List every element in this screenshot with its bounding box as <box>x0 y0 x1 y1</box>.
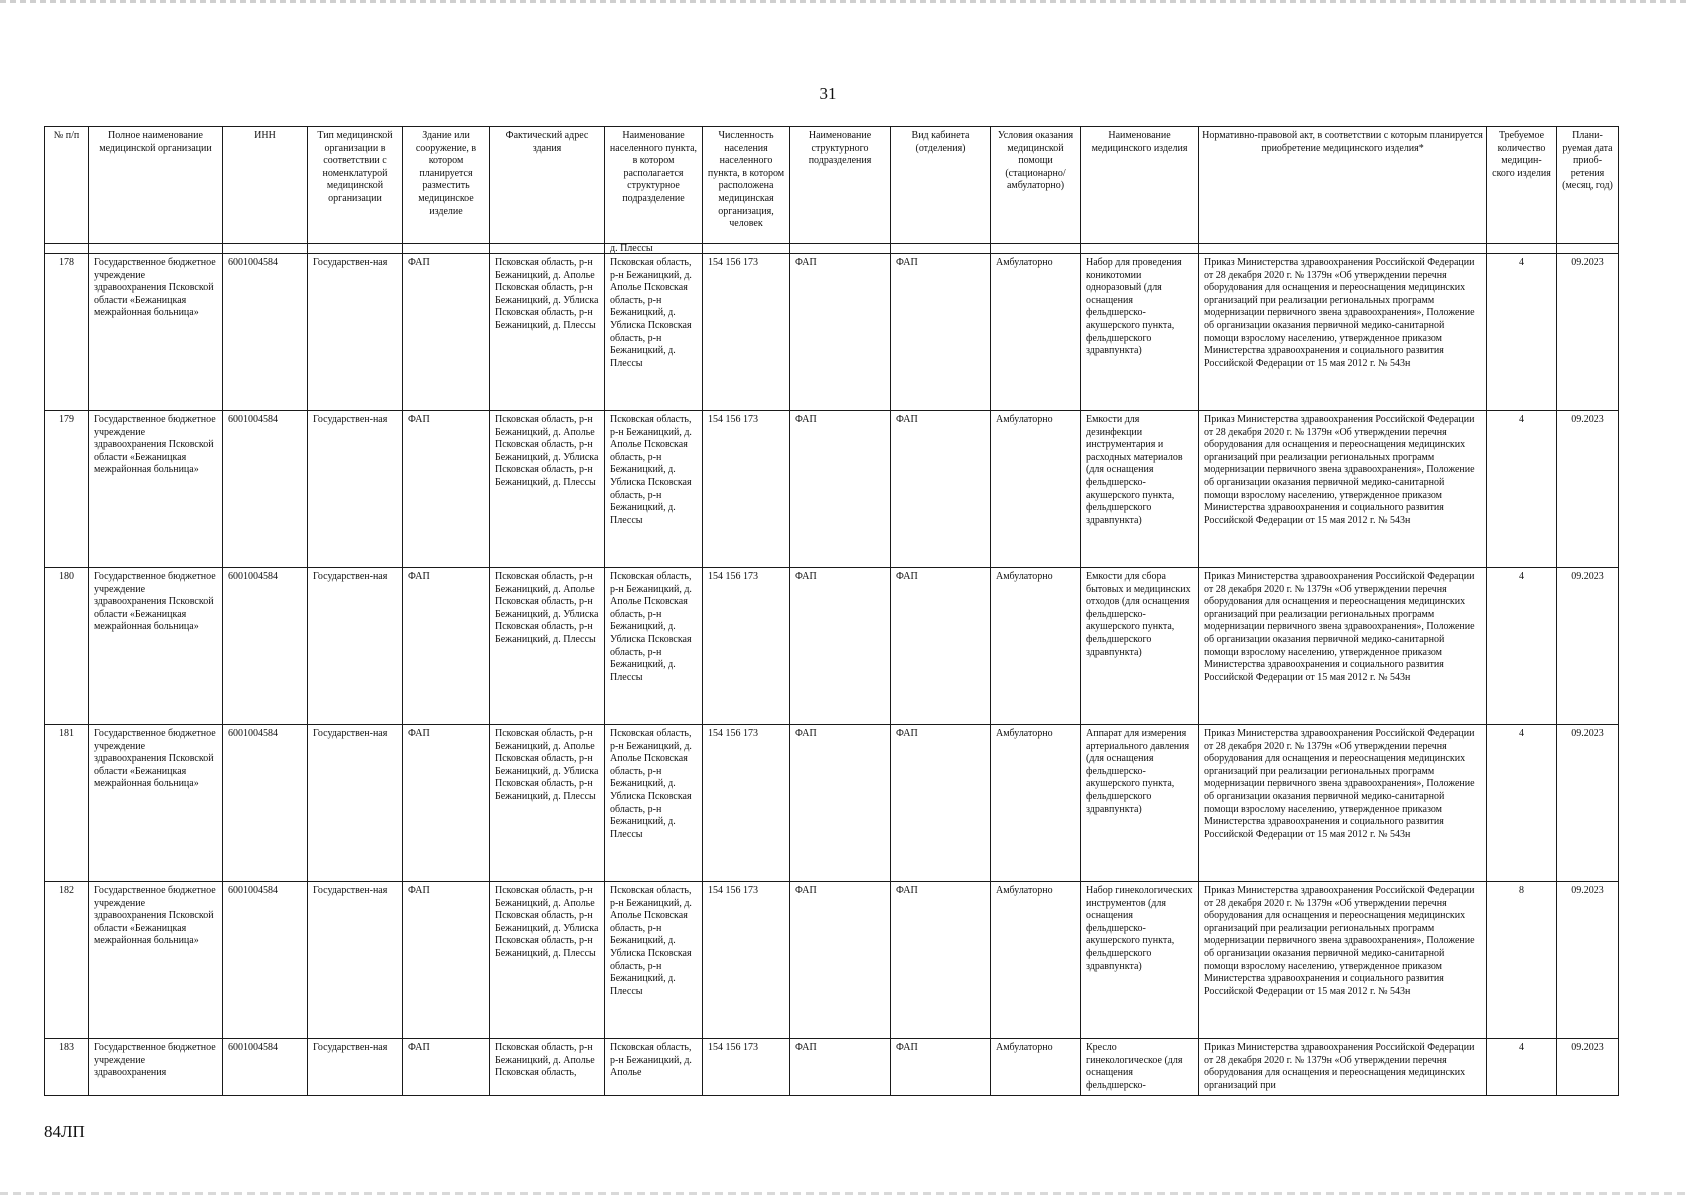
header-cell: ИНН <box>223 127 308 244</box>
care-conditions: Амбулаторно <box>991 882 1081 1039</box>
device-name: Емкости для сбора бытовых и медицинских отходов (для оснащения фельдшерско-акушерского пункта, фельдшерского здравпункта) <box>1081 568 1199 725</box>
division: ФАП <box>790 411 891 568</box>
care-conditions: Амбулаторно <box>991 254 1081 411</box>
header-cell: Фактический адрес здания <box>490 127 605 244</box>
address: Псковская область, р-н Бежаницкий, д. Аполье Псковская область, р-н Бежаницкий, д. Ублиска Псковская область, р-н Бежаницкий, д. Плессы <box>490 568 605 725</box>
org-name: Государственное бюджетное учреждение здравоохранения Псковской области «Бежаницкая межрайонная больница» <box>89 725 223 882</box>
device-name: Аппарат для измерения артериального давления (для оснащения фельдшерско-акушерского пункта, фельдшерского здравпункта) <box>1081 725 1199 882</box>
row-number: 178 <box>45 254 89 411</box>
building: ФАП <box>403 725 490 882</box>
room-type: ФАП <box>891 568 991 725</box>
org-type: Государствен-ная <box>308 411 403 568</box>
header-cell: Полное наименование медицинской организации <box>89 127 223 244</box>
page-number: 31 <box>819 84 837 103</box>
room-type: ФАП <box>891 254 991 411</box>
settlement: Псковская область, р-н Бежаницкий, д. Аполье Псковская область, р-н Бежаницкий, д. Ублиска Псковская область, р-н Бежаницкий, д. Плессы <box>605 882 703 1039</box>
room-type: ФАП <box>891 725 991 882</box>
quantity: 4 <box>1487 1039 1557 1096</box>
org-name: Государственное бюджетное учреждение здравоохранения Псковской области «Бежаницкая межрайонная больница» <box>89 568 223 725</box>
division: ФАП <box>790 568 891 725</box>
document-code: 84ЛП <box>44 1122 85 1141</box>
header-cell: Наименование структурного подразделения <box>790 127 891 244</box>
header-cell: № п/п <box>45 127 89 244</box>
table-row <box>45 254 1619 411</box>
table-row <box>45 1039 1619 1096</box>
legal-act: Приказ Министерства здравоохранения Российской Федерации от 28 декабря 2020 г. № 1379н «Об утверждении перечня оборудования для оснащения и переоснащения медицинских организаций при реализации региональных программ модернизации первичного звена здравоохранения», Положение об организации оказания первичной медико-санитарной помощи взрослому населению, утвержденное приказом Министерства здравоохранения и социального развития Российской Федерации от 15 мая 2012 г. № 543н <box>1199 882 1487 1039</box>
quantity: 8 <box>1487 882 1557 1039</box>
org-type: Государствен-ная <box>308 568 403 725</box>
header-cell: Требуемое количество медицин-ского изделия <box>1487 127 1557 244</box>
header-cell: Численность населения населенного пункта, в котором расположена медицинская организация, человек <box>703 127 790 244</box>
device-name: Набор гинекологических инструментов (для оснащения фельдшерско-акушерского пункта, фельдшерского здравпункта) <box>1081 882 1199 1039</box>
population: 154 156 173 <box>703 1039 790 1096</box>
scan-edge-top <box>0 0 1686 3</box>
room-type: ФАП <box>891 411 991 568</box>
header-row <box>45 127 1619 244</box>
population: 154 156 173 <box>703 725 790 882</box>
address: Псковская область, р-н Бежаницкий, д. Аполье Псковская область, р-н Бежаницкий, д. Ублиска Псковская область, р-н Бежаницкий, д. Плессы <box>490 254 605 411</box>
address: Псковская область, р-н Бежаницкий, д. Аполье Псковская область, <box>490 1039 605 1096</box>
header-cell: Условия оказания медицинской помощи (стационарно/ амбулаторно) <box>991 127 1081 244</box>
legal-act: Приказ Министерства здравоохранения Российской Федерации от 28 декабря 2020 г. № 1379н «Об утверждении перечня оборудования для оснащения и переоснащения медицинских организаций при реализации региональных программ модернизации первичного звена здравоохранения», Положение об организации оказания первичной медико-санитарной помощи взрослому населению, утвержденное приказом Министерства здравоохранения и социального развития Российской Федерации от 15 мая 2012 г. № 543н <box>1199 411 1487 568</box>
device-name: Кресло гинекологическое (для оснащения фельдшерско- <box>1081 1039 1199 1096</box>
table-row <box>45 411 1619 568</box>
settlement: Псковская область, р-н Бежаницкий, д. Аполье Псковская область, р-н Бежаницкий, д. Ублиска Псковская область, р-н Бежаницкий, д. Плессы <box>605 568 703 725</box>
legal-act: Приказ Министерства здравоохранения Российской Федерации от 28 декабря 2020 г. № 1379н «Об утверждении перечня оборудования для оснащения и переоснащения медицинских организаций при реализации региональных программ модернизации первичного звена здравоохранения», Положение об организации оказания первичной медико-санитарной помощи взрослому населению, утвержденное приказом Министерства здравоохранения и социального развития Российской Федерации от 15 мая 2012 г. № 543н <box>1199 568 1487 725</box>
purchase-date: 09.2023 <box>1557 725 1619 882</box>
inn: 6001004584 <box>223 882 308 1039</box>
header-cell: Наименование медицинского изделия <box>1081 127 1199 244</box>
org-type: Государствен-ная <box>308 254 403 411</box>
table-row <box>45 882 1619 1039</box>
address: Псковская область, р-н Бежаницкий, д. Аполье Псковская область, р-н Бежаницкий, д. Ублиска Псковская область, р-н Бежаницкий, д. Плессы <box>490 882 605 1039</box>
quantity: 4 <box>1487 411 1557 568</box>
building: ФАП <box>403 1039 490 1096</box>
inn: 6001004584 <box>223 254 308 411</box>
scan-edge-bottom <box>0 1192 1686 1195</box>
building: ФАП <box>403 568 490 725</box>
address: Псковская область, р-н Бежаницкий, д. Аполье Псковская область, р-н Бежаницкий, д. Ублиска Псковская область, р-н Бежаницкий, д. Плессы <box>490 725 605 882</box>
division: ФАП <box>790 1039 891 1096</box>
inn: 6001004584 <box>223 411 308 568</box>
address: Псковская область, р-н Бежаницкий, д. Аполье Псковская область, р-н Бежаницкий, д. Ублиска Псковская область, р-н Бежаницкий, д. Плессы <box>490 411 605 568</box>
row-number: 179 <box>45 411 89 568</box>
purchase-date: 09.2023 <box>1557 568 1619 725</box>
room-type: ФАП <box>891 1039 991 1096</box>
care-conditions: Амбулаторно <box>991 568 1081 725</box>
population: 154 156 173 <box>703 254 790 411</box>
inn: 6001004584 <box>223 725 308 882</box>
org-name: Государственное бюджетное учреждение здравоохранения Псковской области «Бежаницкая межрайонная больница» <box>89 254 223 411</box>
purchase-date: 09.2023 <box>1557 1039 1619 1096</box>
division: ФАП <box>790 254 891 411</box>
legal-act: Приказ Министерства здравоохранения Российской Федерации от 28 декабря 2020 г. № 1379н «Об утверждении перечня оборудования для оснащения и переоснащения медицинских организаций при <box>1199 1039 1487 1096</box>
equipment-table <box>44 126 1619 1096</box>
legal-act: Приказ Министерства здравоохранения Российской Федерации от 28 декабря 2020 г. № 1379н «Об утверждении перечня оборудования для оснащения и переоснащения медицинских организаций при реализации региональных программ модернизации первичного звена здравоохранения», Положение об организации оказания первичной медико-санитарной помощи взрослому населению, утвержденное приказом Министерства здравоохранения и социального развития Российской Федерации от 15 мая 2012 г. № 543н <box>1199 725 1487 882</box>
device-name: Емкости для дезинфекции инструментария и расходных материалов (для оснащения фельдшерско-акушерского пункта, фельдшерского здравпункта) <box>1081 411 1199 568</box>
quantity: 4 <box>1487 568 1557 725</box>
row-number: 180 <box>45 568 89 725</box>
division: ФАП <box>790 882 891 1039</box>
purchase-date: 09.2023 <box>1557 882 1619 1039</box>
population: 154 156 173 <box>703 882 790 1039</box>
purchase-date: 09.2023 <box>1557 254 1619 411</box>
purchase-date: 09.2023 <box>1557 411 1619 568</box>
org-name: Государственное бюджетное учреждение здравоохранения <box>89 1039 223 1096</box>
org-type: Государствен-ная <box>308 1039 403 1096</box>
org-name: Государственное бюджетное учреждение здравоохранения Псковской области «Бежаницкая межрайонная больница» <box>89 411 223 568</box>
settlement: Псковская область, р-н Бежаницкий, д. Аполье Псковская область, р-н Бежаницкий, д. Ублиска Псковская область, р-н Бежаницкий, д. Плессы <box>605 254 703 411</box>
org-name: Государственное бюджетное учреждение здравоохранения Псковской области «Бежаницкая межрайонная больница» <box>89 882 223 1039</box>
building: ФАП <box>403 882 490 1039</box>
header-cell: Вид кабинета (отделения) <box>891 127 991 244</box>
header-cell: Наименование населенного пункта, в котором располагается структурное подразделение <box>605 127 703 244</box>
care-conditions: Амбулаторно <box>991 725 1081 882</box>
care-conditions: Амбулаторно <box>991 411 1081 568</box>
header-cell: Нормативно-правовой акт, в соответствии с которым планируется приобретение медицинского изделия* <box>1199 127 1487 244</box>
org-type: Государствен-ная <box>308 725 403 882</box>
quantity: 4 <box>1487 725 1557 882</box>
inn: 6001004584 <box>223 568 308 725</box>
header-cell: Здание или сооружение, в котором планируется разместить медицинское изделие <box>403 127 490 244</box>
building: ФАП <box>403 411 490 568</box>
legal-act: Приказ Министерства здравоохранения Российской Федерации от 28 декабря 2020 г. № 1379н «Об утверждении перечня оборудования для оснащения и переоснащения медицинских организаций при реализации региональных программ модернизации первичного звена здравоохранения», Положение об организации оказания первичной медико-санитарной помощи взрослому населению, утвержденное приказом Министерства здравоохранения и социального развития Российской Федерации от 15 мая 2012 г. № 543н <box>1199 254 1487 411</box>
row-number: 183 <box>45 1039 89 1096</box>
settlement: Псковская область, р-н Бежаницкий, д. Аполье Псковская область, р-н Бежаницкий, д. Ублиска Псковская область, р-н Бежаницкий, д. Плессы <box>605 725 703 882</box>
row-number: 182 <box>45 882 89 1039</box>
quantity: 4 <box>1487 254 1557 411</box>
care-conditions: Амбулаторно <box>991 1039 1081 1096</box>
table-row <box>45 725 1619 882</box>
inn: 6001004584 <box>223 1039 308 1096</box>
building: ФАП <box>403 254 490 411</box>
population: 154 156 173 <box>703 568 790 725</box>
device-name: Набор для проведения коникотомии одноразовый (для оснащения фельдшерско-акушерского пункта, фельдшерского здравпункта) <box>1081 254 1199 411</box>
continuation-settlement: д. Плессы <box>605 244 703 254</box>
room-type: ФАП <box>891 882 991 1039</box>
org-type: Государствен-ная <box>308 882 403 1039</box>
division: ФАП <box>790 725 891 882</box>
settlement: Псковская область, р-н Бежаницкий, д. Аполье Псковская область, р-н Бежаницкий, д. Ублиска Псковская область, р-н Бежаницкий, д. Плессы <box>605 411 703 568</box>
header-cell: Тип медицинской организации в соответствии с номенклатурой медицинской организации <box>308 127 403 244</box>
table-row <box>45 568 1619 725</box>
row-number: 181 <box>45 725 89 882</box>
population: 154 156 173 <box>703 411 790 568</box>
continuation-row <box>45 244 1619 254</box>
settlement: Псковская область, р-н Бежаницкий, д. Аполье <box>605 1039 703 1096</box>
header-cell: Плани-руемая дата приоб-ретения (месяц, год) <box>1557 127 1619 244</box>
